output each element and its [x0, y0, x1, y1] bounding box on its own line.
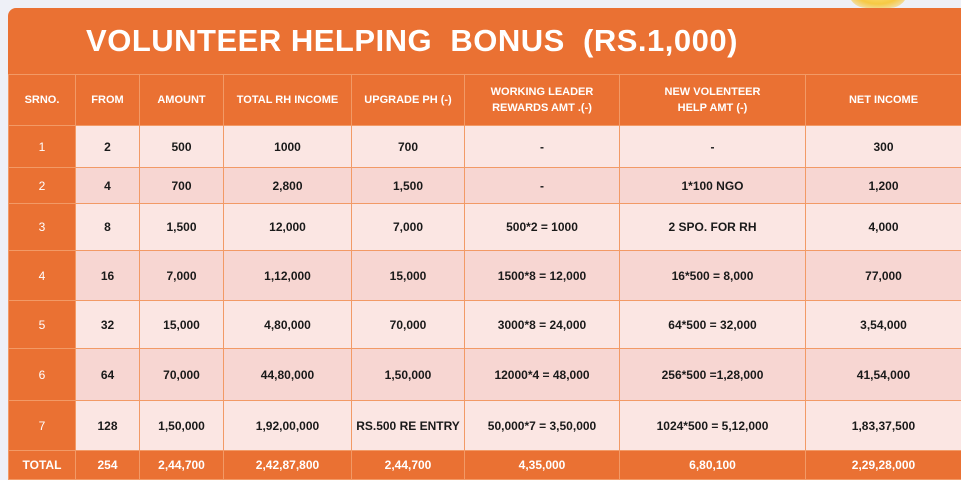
table-row: [9, 301, 961, 349]
cell-new-volunteer-help: 1024*500 = 5,12,000: [620, 401, 806, 451]
cell-new-volunteer-help: 1*100 NGO: [620, 168, 806, 204]
total-amount: 2,44,700: [140, 451, 224, 480]
header-new-volunteer-help: NEW VOLENTEER HELP AMT (-): [620, 75, 806, 126]
header-working-leader-rewards: WORKING LEADER REWARDS AMT .(-): [465, 75, 620, 126]
cell-upgrade-ph: 1,50,000: [352, 349, 465, 401]
cell-net-income: 3,54,000: [806, 301, 961, 349]
header-total-rh-income: TOTAL RH INCOME: [224, 75, 352, 126]
cell-working-leader-rewards: -: [465, 126, 620, 168]
cell-amount: 700: [140, 168, 224, 204]
table-row: [9, 168, 961, 204]
header-row: [9, 75, 961, 126]
cell-total-rh-income: 12,000: [224, 204, 352, 251]
cell-new-volunteer-help: 2 SPO. FOR RH: [620, 204, 806, 251]
cell-from: 4: [76, 168, 140, 204]
total-from: 254: [76, 451, 140, 480]
cell-total-rh-income: 1,12,000: [224, 251, 352, 301]
header-from: FROM: [76, 75, 140, 126]
cell-from: 32: [76, 301, 140, 349]
cell-amount: 1,50,000: [140, 401, 224, 451]
cell-amount: 7,000: [140, 251, 224, 301]
table-title: VOLUNTEER HELPING BONUS (RS.1,000): [8, 8, 816, 74]
cell-new-volunteer-help: 16*500 = 8,000: [620, 251, 806, 301]
cell-from: 64: [76, 349, 140, 401]
table-row: [9, 204, 961, 251]
total-row: [9, 451, 961, 480]
total-rh-income: 2,42,87,800: [224, 451, 352, 480]
cell-net-income: 77,000: [806, 251, 961, 301]
cell-upgrade-ph: 700: [352, 126, 465, 168]
header-amount: AMOUNT: [140, 75, 224, 126]
table-row: [9, 349, 961, 401]
total-new-volunteer-help: 6,80,100: [620, 451, 806, 480]
table-row: [9, 401, 961, 451]
cell-upgrade-ph: 70,000: [352, 301, 465, 349]
cell-srno: 4: [9, 251, 76, 301]
cell-from: 128: [76, 401, 140, 451]
table-row: [9, 251, 961, 301]
cell-net-income: 4,000: [806, 204, 961, 251]
cell-amount: 1,500: [140, 204, 224, 251]
cell-total-rh-income: 4,80,000: [224, 301, 352, 349]
cell-from: 16: [76, 251, 140, 301]
cell-amount: 70,000: [140, 349, 224, 401]
total-upgrade-ph: 2,44,700: [352, 451, 465, 480]
total-working-leader-rewards: 4,35,000: [465, 451, 620, 480]
cell-srno: 1: [9, 126, 76, 168]
cell-srno: 2: [9, 168, 76, 204]
cell-new-volunteer-help: 256*500 =1,28,000: [620, 349, 806, 401]
cell-srno: 7: [9, 401, 76, 451]
cell-working-leader-rewards: 1500*8 = 12,000: [465, 251, 620, 301]
cell-working-leader-rewards: 3000*8 = 24,000: [465, 301, 620, 349]
cell-net-income: 41,54,000: [806, 349, 961, 401]
cell-total-rh-income: 44,80,000: [224, 349, 352, 401]
cell-srno: 6: [9, 349, 76, 401]
cell-total-rh-income: 2,800: [224, 168, 352, 204]
header-srno: SRNO.: [9, 75, 76, 126]
cell-new-volunteer-help: -: [620, 126, 806, 168]
total-net-income: 2,29,28,000: [806, 451, 961, 480]
cell-working-leader-rewards: 50,000*7 = 3,50,000: [465, 401, 620, 451]
cell-amount: 15,000: [140, 301, 224, 349]
cell-net-income: 300: [806, 126, 961, 168]
cell-total-rh-income: 1000: [224, 126, 352, 168]
cell-from: 2: [76, 126, 140, 168]
cell-srno: 5: [9, 301, 76, 349]
cell-upgrade-ph: 7,000: [352, 204, 465, 251]
header-upgrade-ph: UPGRADE PH (-): [352, 75, 465, 126]
cell-working-leader-rewards: 500*2 = 1000: [465, 204, 620, 251]
cell-from: 8: [76, 204, 140, 251]
cell-upgrade-ph: RS.500 RE ENTRY: [352, 401, 465, 451]
cell-upgrade-ph: 15,000: [352, 251, 465, 301]
header-net-income: NET INCOME: [806, 75, 961, 126]
cell-upgrade-ph: 1,500: [352, 168, 465, 204]
table-row: [9, 126, 961, 168]
bonus-table-card: [8, 8, 961, 472]
cell-amount: 500: [140, 126, 224, 168]
bonus-table: [8, 74, 961, 480]
cell-working-leader-rewards: -: [465, 168, 620, 204]
cell-total-rh-income: 1,92,00,000: [224, 401, 352, 451]
coin-decoration: [848, 0, 908, 8]
cell-working-leader-rewards: 12000*4 = 48,000: [465, 349, 620, 401]
cell-net-income: 1,200: [806, 168, 961, 204]
cell-net-income: 1,83,37,500: [806, 401, 961, 451]
cell-new-volunteer-help: 64*500 = 32,000: [620, 301, 806, 349]
total-label: TOTAL: [9, 451, 76, 480]
cell-srno: 3: [9, 204, 76, 251]
